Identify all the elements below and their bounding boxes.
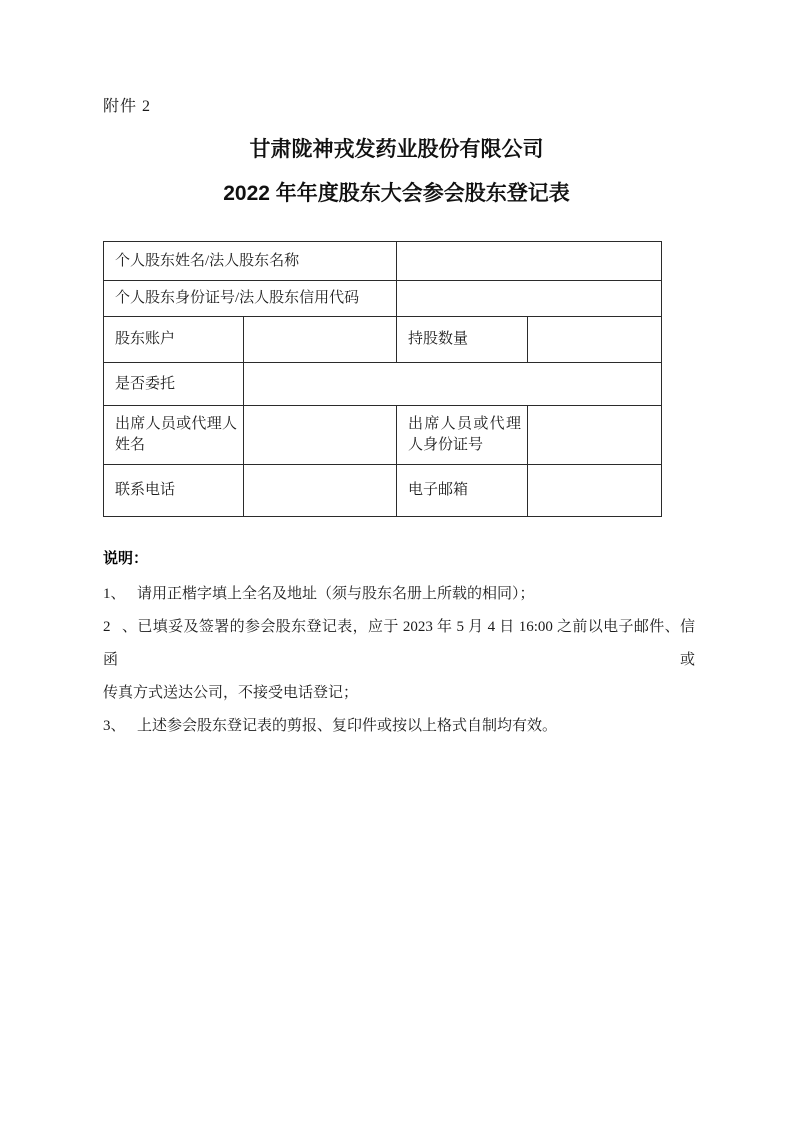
table-row <box>104 363 662 406</box>
note-item-2 <box>103 611 695 710</box>
registration-table <box>103 241 662 517</box>
note-line: 传真方式送达公司，不接受电话登记； <box>103 685 359 701</box>
table-row <box>104 242 662 281</box>
note-line <box>103 611 695 677</box>
table-row <box>104 406 662 465</box>
document-subtitle: 2022 年年度股东大会参会股东登记表 <box>223 182 570 205</box>
note-number: 2、 <box>103 619 137 635</box>
table-row <box>104 281 662 317</box>
attachment-label: 附件 2 <box>103 98 152 115</box>
table-row <box>104 317 662 363</box>
note-item-3 <box>103 710 695 743</box>
label-email: 电子邮箱 <box>397 465 528 517</box>
label-shareholder-account: 股东账户 <box>104 317 244 363</box>
input-cell-email[interactable] <box>528 465 662 517</box>
notes-section <box>103 548 695 743</box>
label-shareholder-id: 个人股东身份证号/法人股东信用代码 <box>104 281 397 317</box>
label-phone: 联系电话 <box>104 465 244 517</box>
note-text: 已填妥及签署的参会股东登记表，应于 2023 年 5 月 4 日 16:00 之前以电子邮件、信函或 <box>103 619 695 668</box>
input-cell-attendee-id[interactable] <box>528 406 662 465</box>
note-text: 上述参会股东登记表的剪报、复印件或按以上格式自制均有效。 <box>137 718 558 734</box>
document-title: 甘肃陇神戎发药业股份有限公司 <box>249 138 544 161</box>
input-cell-is-proxy[interactable] <box>244 363 662 406</box>
table-row <box>104 465 662 517</box>
input-cell-phone[interactable] <box>244 465 397 517</box>
note-item-1 <box>103 578 695 611</box>
label-attendee-name: 出席人员或代理人姓名 <box>104 406 244 465</box>
label-shareholder-name: 个人股东姓名/法人股东名称 <box>104 242 397 281</box>
notes-header: 说明： <box>103 550 149 567</box>
input-cell-attendee-name[interactable] <box>244 406 397 465</box>
label-attendee-id: 出席人员或代理人身份证号 <box>397 406 528 465</box>
input-cell-shareholder-id[interactable] <box>397 281 662 317</box>
input-cell-shareholder-name[interactable] <box>397 242 662 281</box>
input-cell-shareholder-account[interactable] <box>244 317 397 363</box>
note-text: 请用正楷字填上全名及地址（须与股东名册上所载的相同）； <box>137 586 535 602</box>
note-number: 1、 <box>103 586 126 602</box>
note-number: 3、 <box>103 718 126 734</box>
label-is-proxy: 是否委托 <box>104 363 244 406</box>
label-shares-held: 持股数量 <box>397 317 528 363</box>
input-cell-shares-held[interactable] <box>528 317 662 363</box>
